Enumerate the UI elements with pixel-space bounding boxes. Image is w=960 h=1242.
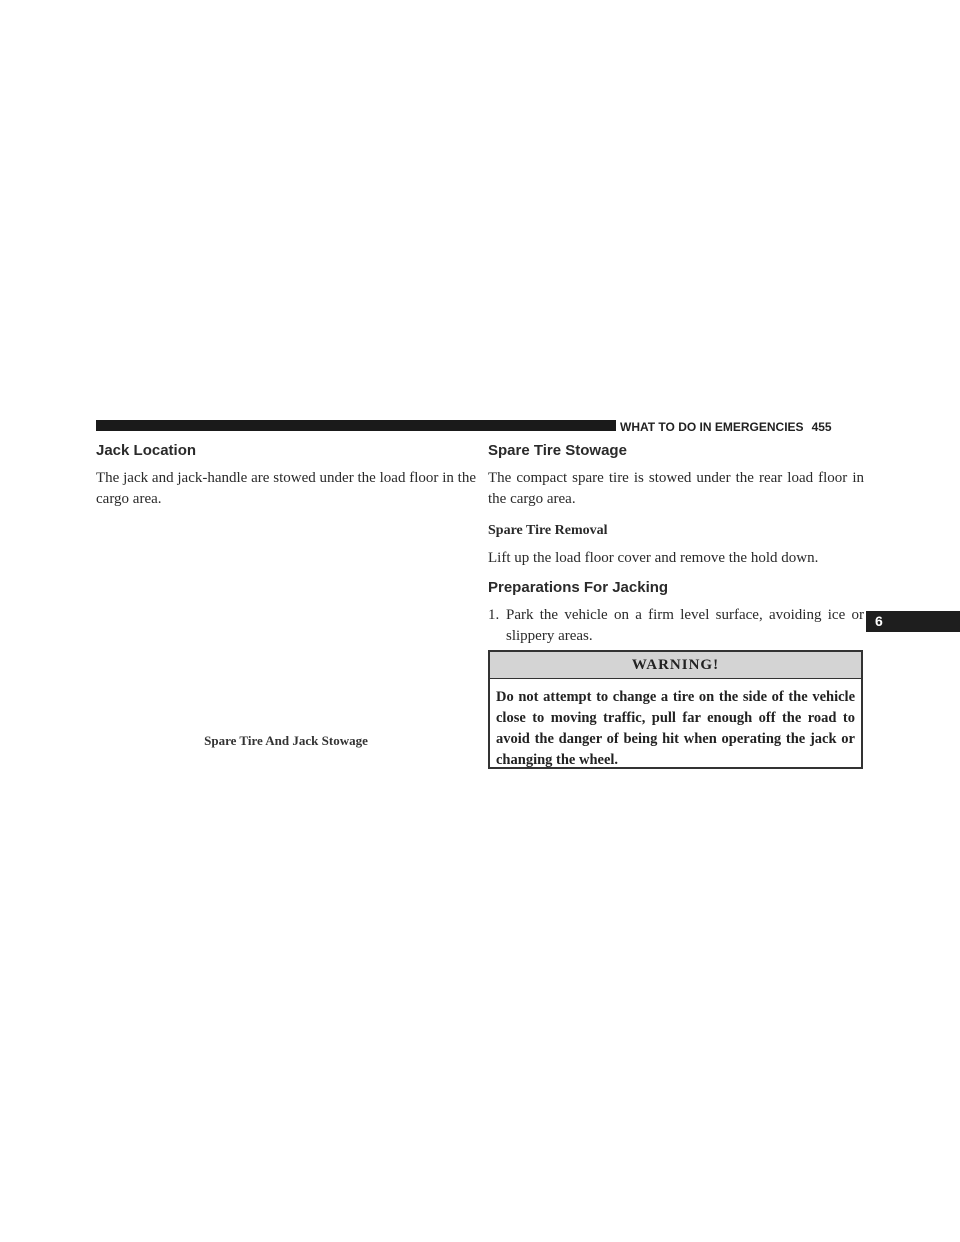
warning-box	[488, 650, 863, 769]
page-number: 455	[811, 420, 832, 434]
right-column	[488, 440, 864, 647]
step-text: Park the vehicle on a firm level surface, avoiding ice or slippery areas.	[506, 607, 864, 644]
spare-tire-stowage-text: The compact spare tire is stowed under the rear load floor in the cargo area.	[488, 470, 864, 507]
running-header	[620, 420, 832, 434]
jack-location-heading: Jack Location	[96, 442, 197, 459]
spare-tire-removal-heading: Spare Tire Removal	[488, 523, 608, 538]
spare-tire-removal-text: Lift up the load floor cover and remove the hold down.	[488, 550, 819, 566]
figure-caption: Spare Tire And Jack Stowage	[204, 733, 368, 748]
header-rule	[96, 420, 616, 431]
spare-tire-stowage-heading: Spare Tire Stowage	[488, 442, 627, 459]
jack-location-text: The jack and jack-handle are stowed under the load floor in the cargo area.	[96, 470, 476, 507]
left-column	[96, 440, 476, 510]
step-number: 1.	[488, 607, 500, 623]
chapter-tab: 6	[866, 611, 960, 632]
preparations-heading: Preparations For Jacking	[488, 579, 669, 596]
section-title: WHAT TO DO IN EMERGENCIES	[620, 420, 804, 434]
warning-title: WARNING!	[490, 652, 861, 679]
warning-text: Do not attempt to change a tire on the side of the vehicle close to moving traffic, pull far enough off the road to avoid the danger of being hit when operating the jack or changing the wheel.	[496, 689, 855, 768]
list-item	[488, 605, 864, 647]
